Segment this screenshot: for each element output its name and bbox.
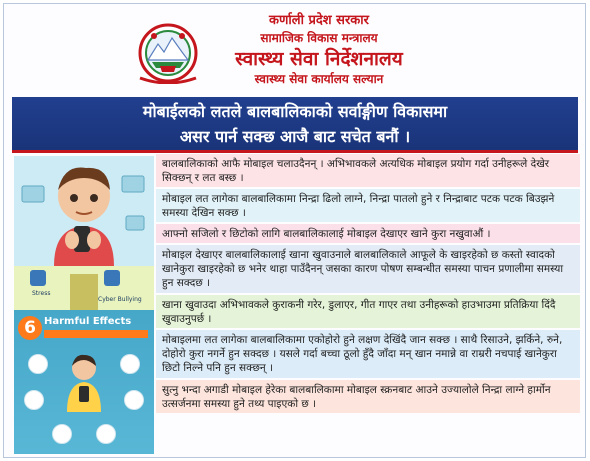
headline-line-1: मोबाईलको लतले बालबालिकाको सर्वाङ्गीण विकासमा: [142, 102, 448, 121]
illustration-middle-panel: [14, 266, 154, 310]
poster-frame: [3, 3, 586, 458]
message-row-1: बालबालिकाको आफै मोबाइल चलाउदैनन् । अभिभावकले अत्यधिक मोबाइल प्रयोग गर्दा उनीहरूले देखेर सिक्छन् र लत बस्छ ।: [156, 154, 580, 187]
headline-line-2: असर पार्न सक्छ आजै बाट सचेत बनौं ।: [179, 127, 411, 146]
nepal-emblem-icon: [134, 22, 202, 84]
ministry-name: सामाजिक विकास मन्त्रालय: [260, 31, 378, 45]
message-row-5: खाना खुवाउदा अभिभावकले कुराकनी गरेर, डुलाएर, गीत गाएर तथा उनीहरूको हाउभाउमा प्रतिक्रिया दिंदै खुवाउनुपर्छ ।: [156, 295, 580, 328]
message-row-2: मोबाइल लत लागेका बालबालिकामा निन्द्रा ढिलो लाग्ने, निन्द्रा पातलो हुने र निन्द्राबाट पटक पटक बिउझने समस्या देखिन सक्छ ।: [156, 189, 580, 222]
harmful-effects-title: Harmful Effects: [44, 316, 132, 327]
harmful-effects-ribbon: [44, 330, 148, 338]
headline-banner: [12, 97, 578, 153]
effect-icon-4: [124, 390, 144, 410]
directorate-name: स्वास्थ्य सेवा निर्देशनालय: [235, 48, 403, 70]
harmful-effects-number: 6: [18, 316, 42, 340]
message-row-4: मोबाइल देखाएर बालबालिकालाई खाना खुवाउनाले बालबालिकाले आफूले के खाइरहेको छ कस्तो स्वादको खानेकुरा खाइरहेको छ भनेर थाहा पाउँदैनन् जसका कारण पोषण सम्बन्धीत समस्या पाचन प्रणालीमा समस्या हुन सक्दछ ।: [156, 245, 580, 293]
effect-icon-2: [120, 354, 140, 374]
header: [4, 4, 585, 96]
effect-icon-1: [28, 354, 48, 374]
child-phone-center-icon: [59, 352, 109, 412]
office-name: स्वास्थ्य सेवा कार्यालय सल्यान: [254, 72, 384, 86]
stress-label: Stress: [32, 290, 51, 297]
message-row-7: सुत्नु भन्दा अगाडी मोबाइल हेरेका बालबालिकामा मोबाइल स्क्रनबाट आउने उज्यालोले निन्द्रा लाग्ने हार्मोन उत्सर्जनमा समस्या हुने तथ्य पाइएको छ ।: [156, 380, 580, 413]
effect-icon-5: [52, 424, 72, 444]
message-row-3: आफ्नो सजिलो र छिटोको लागि बालबालिकालाई मोबाइल देखाएर खाने कुरा नखुवाऔं ।: [156, 224, 580, 243]
cyber-bullying-label: Cyber Bullying: [98, 296, 142, 303]
stress-cyber-icons: [14, 266, 154, 310]
header-text: [204, 12, 434, 88]
child-with-phone-icon: [14, 156, 154, 266]
illustration-top-panel: [14, 156, 154, 266]
message-row-6: मोबाइलमा लत लागेका बालबालिकामा एकोहोरो हुने लक्षण देखिंदै जान सक्छ । साथै रिसाउने, झर्किने, रुने, दोहोरो कुरा नगर्ने हुन सक्दछ । यसले गर्दा बच्चा ठूलो हुँदै जाँदा मन् खान नमान्ने वा राम्ररी नचपाई खानेकुरा छिटो निल्ने पनि हुन सक्छन् ।: [156, 330, 580, 378]
effect-icon-6: [96, 424, 116, 444]
child-mobile-illustration: [14, 156, 154, 454]
effect-icon-3: [24, 390, 44, 410]
province-government: कर्णाली प्रदेश सरकार: [269, 13, 369, 28]
